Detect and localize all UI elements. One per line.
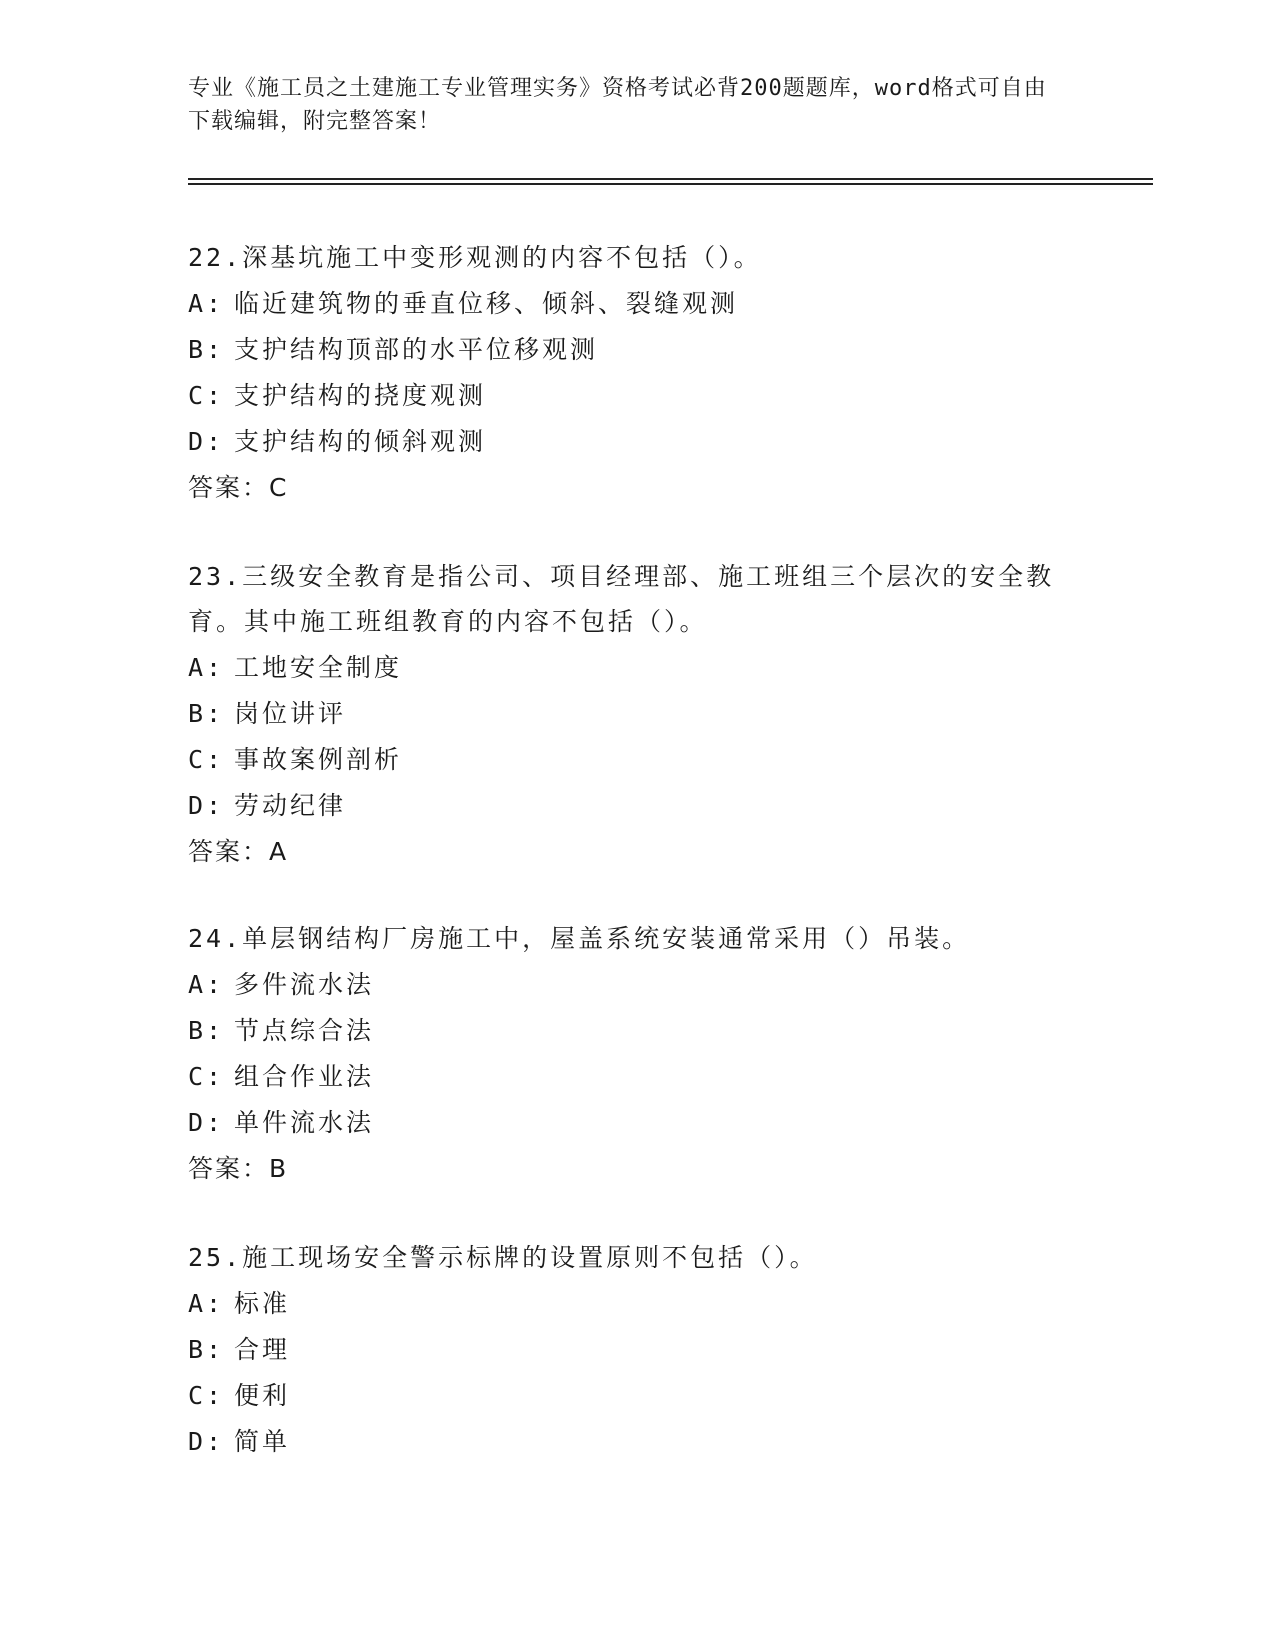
- option-key: A:: [188, 653, 225, 682]
- question-25: [188, 1235, 1088, 1465]
- option-text: 岗位讲评: [234, 699, 347, 728]
- answer-line: 答案：C: [188, 473, 289, 502]
- document-header: 专业《施工员之土建施工专业管理实务》资格考试必背200题题库，word格式可自由下载编辑，附完整答案！: [188, 76, 1047, 134]
- option-key: B:: [188, 1016, 225, 1045]
- option-key: D:: [188, 1108, 225, 1137]
- option-text: 支护结构的挠度观测: [234, 381, 487, 410]
- option-key: D:: [188, 427, 225, 456]
- option-text: 临近建筑物的垂直位移、倾斜、裂缝观测: [234, 289, 739, 318]
- option-key: B:: [188, 699, 225, 728]
- option-text: 支护结构顶部的水平位移观测: [234, 335, 599, 364]
- question-text: 24.单层钢结构厂房施工中，屋盖系统安装通常采用（）吊装。: [188, 924, 971, 953]
- option-b: [188, 691, 1088, 736]
- option-key: A:: [188, 289, 225, 318]
- option-key: C:: [188, 1062, 225, 1091]
- option-text: 劳动纪律: [234, 791, 347, 820]
- option-key: D:: [188, 1427, 225, 1456]
- option-text: 工地安全制度: [234, 653, 403, 682]
- option-c: [188, 1373, 1088, 1418]
- question-text: 23.三级安全教育是指公司、项目经理部、施工班组三个层次的安全教育。其中施工班组教育的内容不包括（）。: [188, 562, 1055, 636]
- option-key: C:: [188, 1381, 225, 1410]
- option-d: [188, 419, 1088, 464]
- option-b: [188, 327, 1088, 372]
- option-c: [188, 1054, 1088, 1099]
- option-key: A:: [188, 970, 225, 999]
- option-key: B:: [188, 1335, 225, 1364]
- option-text: 组合作业法: [234, 1062, 375, 1091]
- option-a: [188, 962, 1088, 1007]
- option-c: [188, 737, 1088, 782]
- option-key: B:: [188, 335, 225, 364]
- option-key: D:: [188, 791, 225, 820]
- question-22: [188, 235, 1088, 510]
- header-divider-bottom: [188, 183, 1153, 185]
- option-b: [188, 1008, 1088, 1053]
- option-d: [188, 1100, 1088, 1145]
- option-a: [188, 645, 1088, 690]
- option-d: [188, 1419, 1088, 1464]
- question-24: [188, 916, 1088, 1191]
- option-a: [188, 1281, 1088, 1326]
- question-text: 22.深基坑施工中变形观测的内容不包括（）。: [188, 243, 762, 272]
- option-text: 节点综合法: [234, 1016, 375, 1045]
- option-text: 支护结构的倾斜观测: [234, 427, 487, 456]
- option-text: 单件流水法: [234, 1108, 375, 1137]
- answer-line: 答案：B: [188, 1154, 289, 1183]
- option-key: A:: [188, 1289, 225, 1318]
- option-text: 标准: [234, 1289, 291, 1318]
- option-d: [188, 783, 1088, 828]
- option-text: 多件流水法: [234, 970, 375, 999]
- option-text: 便利: [234, 1381, 291, 1410]
- option-c: [188, 373, 1088, 418]
- option-text: 简单: [234, 1427, 291, 1456]
- header-divider-top: [188, 178, 1153, 180]
- option-key: C:: [188, 381, 225, 410]
- option-text: 合理: [234, 1335, 291, 1364]
- question-23: [188, 554, 1088, 874]
- question-text: 25.施工现场安全警示标牌的设置原则不包括（）。: [188, 1243, 818, 1272]
- option-text: 事故案例剖析: [234, 745, 403, 774]
- option-a: [188, 281, 1088, 326]
- option-key: C:: [188, 745, 225, 774]
- answer-line: 答案：A: [188, 837, 289, 866]
- option-b: [188, 1327, 1088, 1372]
